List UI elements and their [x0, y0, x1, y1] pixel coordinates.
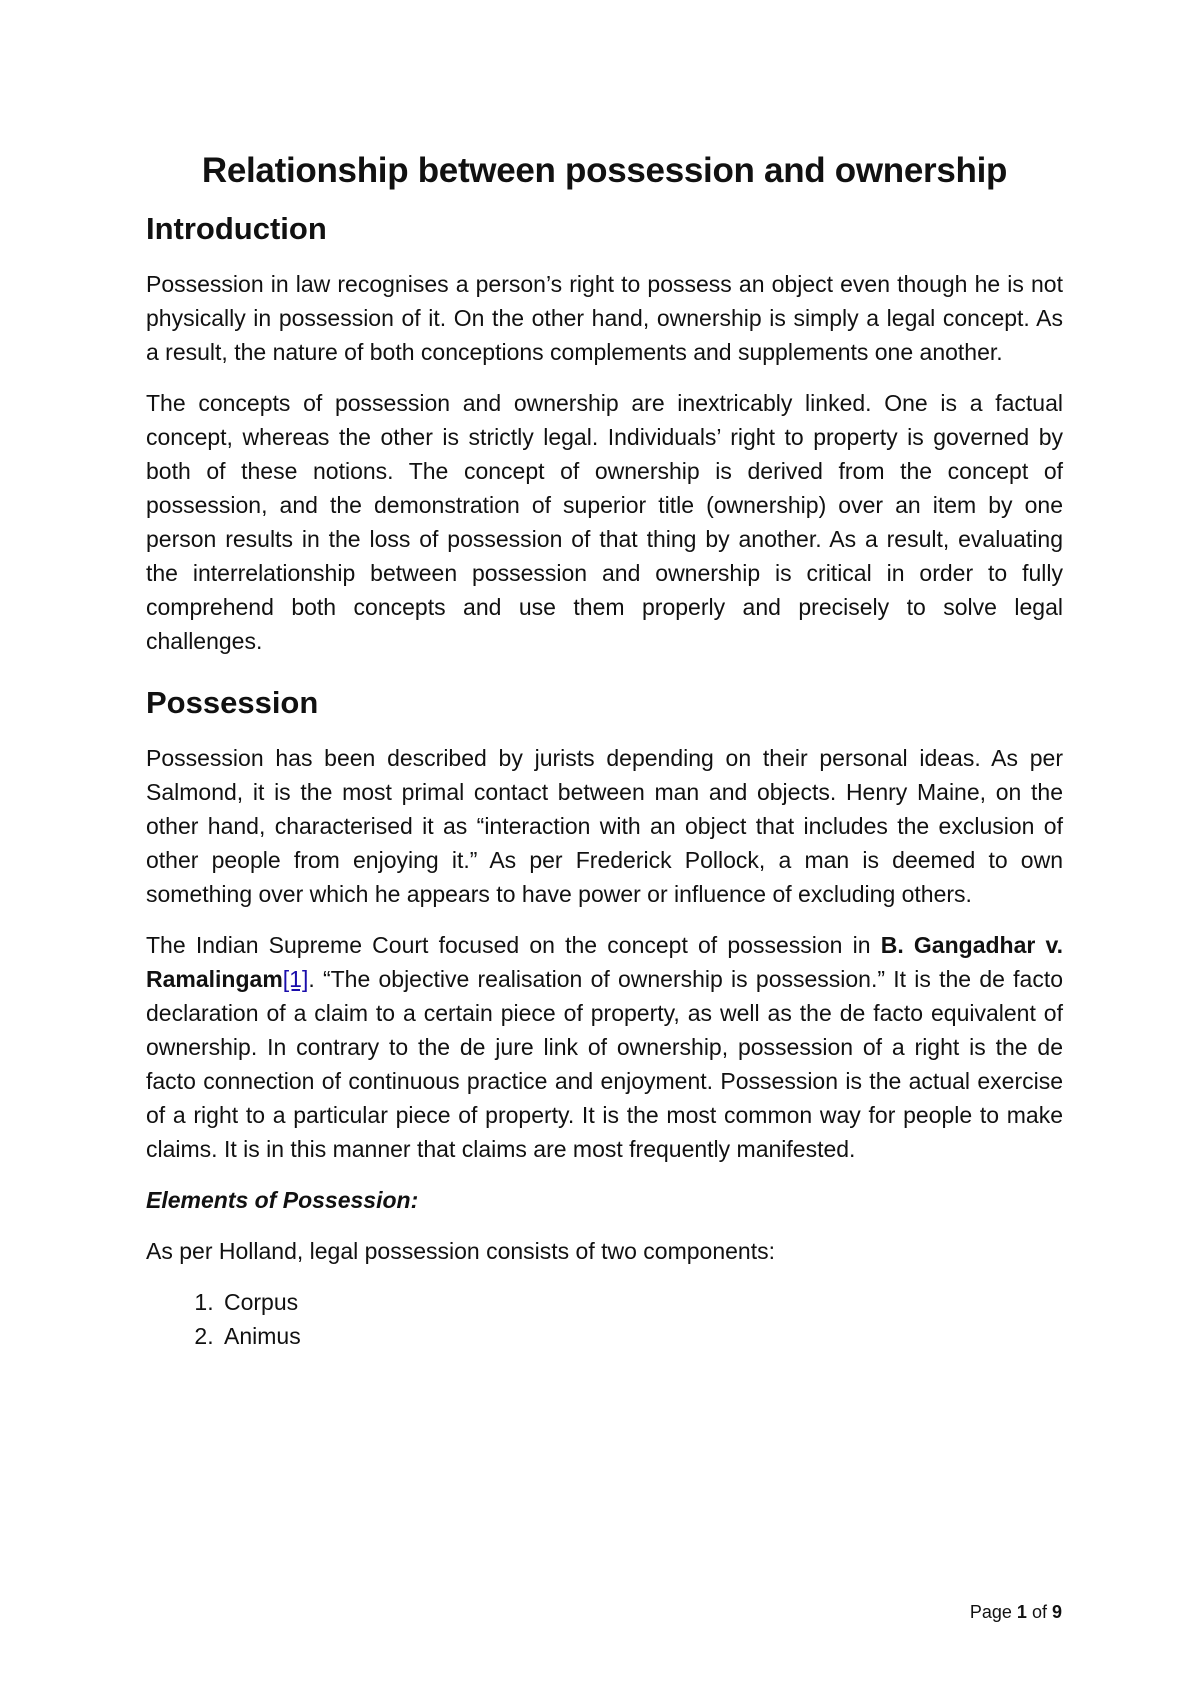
footnote-link-1[interactable]: [1] [282, 966, 309, 993]
page-number-footer [970, 1602, 1062, 1623]
paragraph-text: . “The objective realisation of ownership is possession.” It is the de facto declaration of a claim to a certain piece of property, as well as the de facto equivalent of ownership. In contrary to the de jure link of ownership, possession of a right is the de facto connection of continuous practice and enjoyment. Possession is the actual exercise of a right to a particular piece of property. It is the most common way for people to make claims. It is in this manner that claims are most frequently manifested. [146, 966, 1063, 1163]
document-body [146, 150, 1063, 1353]
introduction-paragraph-1: Possession in law recognises a person’s right to possess an object even though he is not physically in possession of it. On the other hand, ownership is simply a legal concept. As a result, the nature of both conceptions complements and supplements one another. [146, 271, 1063, 366]
possession-paragraph-2 [146, 928, 1063, 1166]
introduction-paragraph-2: The concepts of possession and ownership are inextricably linked. One is a factual concept, whereas the other is strictly legal. Individuals’ right to property is governed by both of these notions. The concept of ownership is derived from the concept of possession, and the demonstration of superior title (ownership) over an item by one person results in the loss of possession of that thing by another. As a result, evaluating the interrelationship between possession and ownership is critical in order to fully comprehend both concepts and use them properly and precisely to solve legal challenges. [146, 390, 1063, 655]
page-word: Page [969, 1602, 1012, 1622]
elements-intro: As per Holland, legal possession consists of two components: [146, 1238, 775, 1265]
introduction-heading: Introduction [146, 211, 327, 246]
possession-heading: Possession [146, 685, 319, 721]
case-name: B. Gangadhar v. Ramalingam [146, 932, 1063, 993]
list-item-corpus: 1. Corpus [220, 1285, 1063, 1319]
possession-paragraph-1: Possession has been described by jurists depending on their personal ideas. As per Salmond, it is the most primal contact between man and objects. Henry Maine, on the other hand, characterised it as “interaction with an object that includes the exclusion of other people from enjoying it.” As per Frederick Pollock, a man is deemed to own something over which he appears to have power or influence of excluding others. [146, 745, 1063, 908]
list-item-animus: 2. Animus [220, 1319, 1063, 1353]
of-word: of [1031, 1602, 1047, 1622]
paragraph-text: The Indian Supreme Court focused on the concept of possession in [146, 932, 881, 959]
current-page-number: 1 [1016, 1602, 1027, 1622]
elements-of-possession-heading: Elements of Possession: [146, 1187, 419, 1214]
elements-list [146, 1285, 1063, 1353]
document-title: Relationship between possession and ownership [201, 151, 1008, 190]
total-page-number: 9 [1051, 1602, 1062, 1622]
